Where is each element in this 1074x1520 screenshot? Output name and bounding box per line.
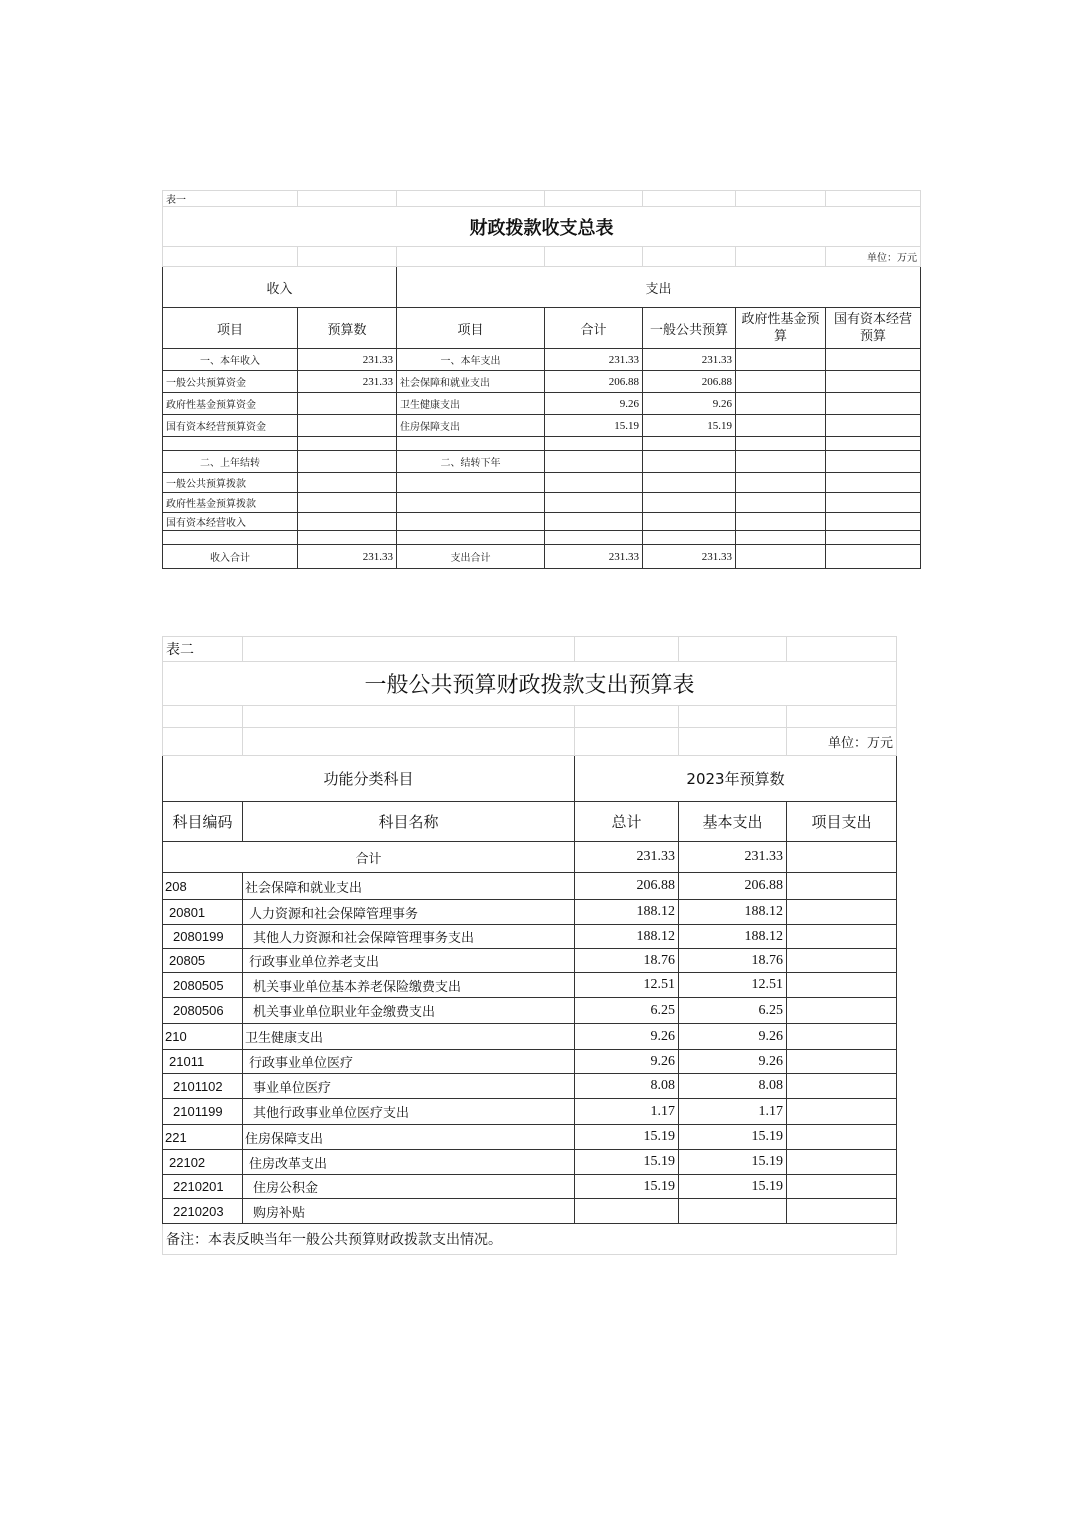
subject-name: 其他人力资源和社会保障管理事务支出 (243, 925, 575, 949)
sum-label: 合计 (163, 842, 575, 873)
table-row (163, 1150, 897, 1175)
amount-basic: 12.51 (679, 973, 787, 998)
col-header-total: 合计 (545, 308, 643, 349)
amount-basic: 15.19 (679, 1175, 787, 1199)
income-value: 231.33 (298, 371, 397, 393)
income-item (163, 531, 298, 545)
expense-state (826, 473, 921, 493)
expense-total: 206.88 (545, 371, 643, 393)
income-item: 国有资本经营收入 (163, 513, 298, 531)
col-header-item2: 项目 (397, 308, 545, 349)
subject-name: 住房改革支出 (243, 1150, 575, 1175)
income-item: 二、上年结转 (163, 451, 298, 473)
sum-row (163, 842, 897, 873)
amount-basic: 8.08 (679, 1074, 787, 1099)
income-value (298, 393, 397, 415)
expense-general: 15.19 (643, 415, 736, 437)
subject-name: 住房保障支出 (243, 1125, 575, 1150)
sum-project (787, 842, 897, 873)
expense-total (545, 513, 643, 531)
expense-state (826, 531, 921, 545)
table-row (163, 1175, 897, 1199)
expense-state (826, 415, 921, 437)
expense-state (826, 349, 921, 371)
income-item: 一般公共预算拨款 (163, 473, 298, 493)
amount-total: 18.76 (575, 949, 679, 973)
subject-code: 2101199 (163, 1099, 243, 1125)
expense-state (826, 371, 921, 393)
expense-total (545, 437, 643, 451)
col-header-name: 科目名称 (243, 802, 575, 842)
subject-code: 2080505 (163, 973, 243, 998)
income-item (163, 437, 298, 451)
col-header-total: 总计 (575, 802, 679, 842)
subject-name: 行政事业单位医疗 (243, 1050, 575, 1074)
col-header-project: 项目支出 (787, 802, 897, 842)
table-row (163, 393, 921, 415)
expense-item (397, 513, 545, 531)
expense-total (545, 531, 643, 545)
amount-project (787, 1150, 897, 1175)
expense-state (826, 545, 921, 569)
subject-code: 20805 (163, 949, 243, 973)
amount-total: 206.88 (575, 873, 679, 900)
income-value (298, 415, 397, 437)
subject-name: 社会保障和就业支出 (243, 873, 575, 900)
income-value: 231.33 (298, 545, 397, 569)
expense-state (826, 393, 921, 415)
income-item: 一、本年收入 (163, 349, 298, 371)
expense-state (826, 513, 921, 531)
col-header-budget: 预算数 (298, 308, 397, 349)
table-row (163, 1074, 897, 1099)
expense-fund (736, 371, 826, 393)
amount-project (787, 1074, 897, 1099)
function-classification-header: 功能分类科目 (163, 756, 575, 802)
table-row (163, 513, 921, 531)
amount-project (787, 900, 897, 925)
expense-state (826, 437, 921, 451)
expense-item (397, 531, 545, 545)
expense-general: 9.26 (643, 393, 736, 415)
subject-code: 208 (163, 873, 243, 900)
amount-basic: 188.12 (679, 900, 787, 925)
expense-total: 15.19 (545, 415, 643, 437)
expense-item (397, 437, 545, 451)
table-tag: 表一 (163, 191, 298, 207)
amount-total: 188.12 (575, 900, 679, 925)
fiscal-appropriation-summary-table (162, 190, 921, 569)
subject-code: 2080199 (163, 925, 243, 949)
subject-name: 购房补贴 (243, 1199, 575, 1224)
amount-total: 12.51 (575, 973, 679, 998)
subject-code: 2101102 (163, 1074, 243, 1099)
expense-total (545, 451, 643, 473)
table-row (163, 451, 921, 473)
amount-basic: 6.25 (679, 998, 787, 1024)
amount-project (787, 998, 897, 1024)
expense-item: 住房保障支出 (397, 415, 545, 437)
col-header-state: 国有资本经营预算 (826, 308, 921, 349)
expense-fund (736, 493, 826, 513)
table-row (163, 1050, 897, 1074)
expense-general: 231.33 (643, 349, 736, 371)
income-value (298, 473, 397, 493)
amount-total: 15.19 (575, 1125, 679, 1150)
expense-general (643, 451, 736, 473)
subject-name: 机关事业单位职业年金缴费支出 (243, 998, 575, 1024)
amount-total: 188.12 (575, 925, 679, 949)
subject-name: 人力资源和社会保障管理事务 (243, 900, 575, 925)
amount-project (787, 1125, 897, 1150)
expense-fund (736, 349, 826, 371)
amount-basic: 9.26 (679, 1050, 787, 1074)
table-row (163, 1024, 897, 1050)
table-title: 一般公共预算财政拨款支出预算表 (163, 662, 897, 706)
table-row (163, 973, 897, 998)
col-header-basic: 基本支出 (679, 802, 787, 842)
expense-fund (736, 531, 826, 545)
expense-general (643, 531, 736, 545)
amount-project (787, 1199, 897, 1224)
expense-general: 206.88 (643, 371, 736, 393)
subject-name: 行政事业单位养老支出 (243, 949, 575, 973)
expense-fund (736, 451, 826, 473)
amount-total: 6.25 (575, 998, 679, 1024)
subject-name: 其他行政事业单位医疗支出 (243, 1099, 575, 1125)
expense-general: 231.33 (643, 545, 736, 569)
income-item: 一般公共预算资金 (163, 371, 298, 393)
subject-code: 221 (163, 1125, 243, 1150)
sum-total: 231.33 (575, 842, 679, 873)
income-item: 收入合计 (163, 545, 298, 569)
subject-code: 2210201 (163, 1175, 243, 1199)
table-row (163, 998, 897, 1024)
table-row (163, 493, 921, 513)
table-row (163, 1125, 897, 1150)
col-header-fund: 政府性基金预算 (736, 308, 826, 349)
table-row (163, 531, 921, 545)
subject-code: 2210203 (163, 1199, 243, 1224)
table-row (163, 545, 921, 569)
col-header-code: 科目编码 (163, 802, 243, 842)
expense-item: 社会保障和就业支出 (397, 371, 545, 393)
subject-name: 住房公积金 (243, 1175, 575, 1199)
expense-fund (736, 473, 826, 493)
income-value (298, 531, 397, 545)
unit-label: 单位：万元 (787, 728, 897, 756)
amount-total: 15.19 (575, 1175, 679, 1199)
amount-project (787, 873, 897, 900)
subject-code: 21011 (163, 1050, 243, 1074)
general-budget-expenditure-table (162, 636, 897, 1255)
amount-basic: 15.19 (679, 1125, 787, 1150)
expense-general (643, 473, 736, 493)
income-value (298, 513, 397, 531)
table-row (163, 949, 897, 973)
expense-item: 二、结转下年 (397, 451, 545, 473)
subject-code: 22102 (163, 1150, 243, 1175)
expense-item: 卫生健康支出 (397, 393, 545, 415)
amount-total: 9.26 (575, 1050, 679, 1074)
amount-project (787, 1050, 897, 1074)
amount-project (787, 973, 897, 998)
income-value: 231.33 (298, 349, 397, 371)
unit-label: 单位：万元 (826, 247, 921, 267)
amount-project (787, 949, 897, 973)
amount-total: 8.08 (575, 1074, 679, 1099)
table-title: 财政拨款收支总表 (163, 207, 921, 247)
expense-total (545, 473, 643, 493)
expense-fund (736, 415, 826, 437)
expense-fund (736, 513, 826, 531)
subject-code: 210 (163, 1024, 243, 1050)
subject-code: 2080506 (163, 998, 243, 1024)
expense-total: 9.26 (545, 393, 643, 415)
amount-project (787, 1024, 897, 1050)
amount-basic: 9.26 (679, 1024, 787, 1050)
expense-item (397, 493, 545, 513)
table-row (163, 1099, 897, 1125)
table-row (163, 900, 897, 925)
sum-basic: 231.33 (679, 842, 787, 873)
income-value (298, 493, 397, 513)
expense-header: 支出 (397, 267, 921, 308)
subject-name: 事业单位医疗 (243, 1074, 575, 1099)
amount-project (787, 1175, 897, 1199)
table-note: 备注：本表反映当年一般公共预算财政拨款支出情况。 (163, 1224, 897, 1255)
col-header-item: 项目 (163, 308, 298, 349)
table-tag: 表二 (163, 637, 243, 662)
expense-state (826, 451, 921, 473)
subject-name: 卫生健康支出 (243, 1024, 575, 1050)
expense-total: 231.33 (545, 545, 643, 569)
table-row (163, 437, 921, 451)
budget-year-header: 2023年预算数 (575, 756, 897, 802)
expense-item (397, 473, 545, 493)
expense-state (826, 493, 921, 513)
amount-basic (679, 1199, 787, 1224)
expense-total (545, 493, 643, 513)
income-value (298, 437, 397, 451)
amount-project (787, 925, 897, 949)
amount-basic: 18.76 (679, 949, 787, 973)
expense-general (643, 493, 736, 513)
table-row (163, 371, 921, 393)
table-row (163, 1199, 897, 1224)
income-value (298, 451, 397, 473)
amount-total: 1.17 (575, 1099, 679, 1125)
income-header: 收入 (163, 267, 397, 308)
table-row (163, 415, 921, 437)
amount-basic: 188.12 (679, 925, 787, 949)
amount-basic: 15.19 (679, 1150, 787, 1175)
amount-total: 15.19 (575, 1150, 679, 1175)
expense-fund (736, 545, 826, 569)
expense-general (643, 437, 736, 451)
expense-general (643, 513, 736, 531)
expense-total: 231.33 (545, 349, 643, 371)
expense-fund (736, 437, 826, 451)
table-row (163, 925, 897, 949)
table-row (163, 873, 897, 900)
subject-code: 20801 (163, 900, 243, 925)
table-row (163, 473, 921, 493)
amount-total (575, 1199, 679, 1224)
amount-basic: 206.88 (679, 873, 787, 900)
amount-basic: 1.17 (679, 1099, 787, 1125)
table-row (163, 349, 921, 371)
expense-item: 支出合计 (397, 545, 545, 569)
expense-fund (736, 393, 826, 415)
income-item: 政府性基金预算拨款 (163, 493, 298, 513)
col-header-general: 一般公共预算 (643, 308, 736, 349)
subject-name: 机关事业单位基本养老保险缴费支出 (243, 973, 575, 998)
amount-project (787, 1099, 897, 1125)
expense-item: 一、本年支出 (397, 349, 545, 371)
amount-total: 9.26 (575, 1024, 679, 1050)
income-item: 国有资本经营预算资金 (163, 415, 298, 437)
income-item: 政府性基金预算资金 (163, 393, 298, 415)
